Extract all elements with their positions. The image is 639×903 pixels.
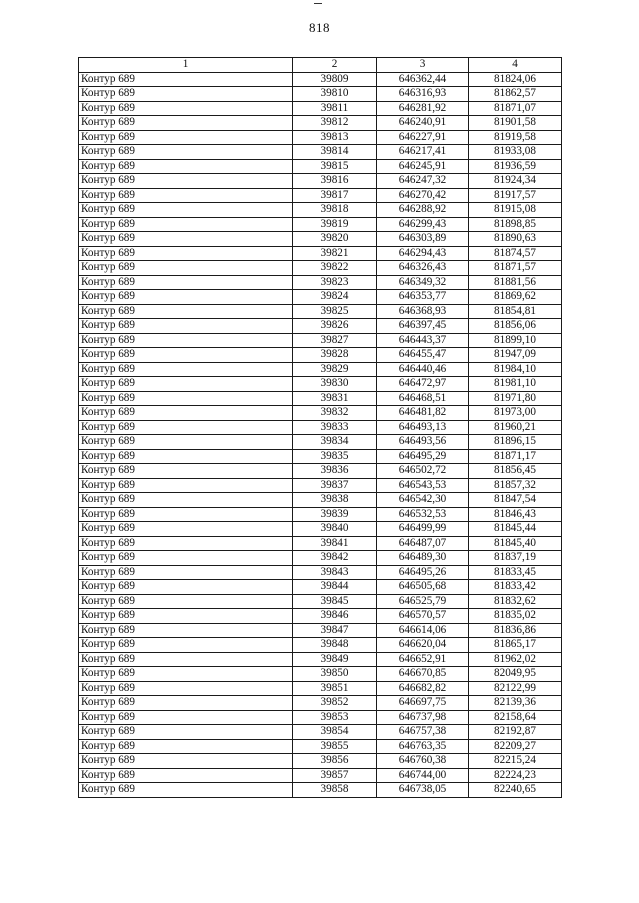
y-coordinate-cell: 81856,45: [469, 464, 562, 479]
coordinates-table: [78, 57, 562, 798]
x-coordinate-cell: 646299,43: [377, 217, 469, 232]
x-coordinate-cell: 646738,05: [377, 783, 469, 798]
y-coordinate-cell: 81833,42: [469, 580, 562, 595]
table-row: [79, 464, 562, 479]
table-row: [79, 522, 562, 537]
point-number-cell: 39837: [293, 478, 377, 493]
x-coordinate-cell: 646499,99: [377, 522, 469, 537]
table-row: [79, 580, 562, 595]
x-coordinate-cell: 646493,13: [377, 420, 469, 435]
y-coordinate-cell: 81837,19: [469, 551, 562, 566]
x-coordinate-cell: 646495,29: [377, 449, 469, 464]
point-number-cell: 39826: [293, 319, 377, 334]
x-coordinate-cell: 646303,89: [377, 232, 469, 247]
point-number-cell: 39809: [293, 72, 377, 87]
point-number-cell: 39852: [293, 696, 377, 711]
x-coordinate-cell: 646481,82: [377, 406, 469, 421]
x-coordinate-cell: 646245,91: [377, 159, 469, 174]
contour-name-cell: Контур 689: [79, 377, 293, 392]
contour-name-cell: Контур 689: [79, 536, 293, 551]
table-row: [79, 377, 562, 392]
contour-name-cell: Контур 689: [79, 623, 293, 638]
x-coordinate-cell: 646670,85: [377, 667, 469, 682]
table-row: [79, 667, 562, 682]
y-coordinate-cell: 81836,86: [469, 623, 562, 638]
y-coordinate-cell: 81871,57: [469, 261, 562, 276]
x-coordinate-cell: 646326,43: [377, 261, 469, 276]
point-number-cell: 39828: [293, 348, 377, 363]
table-row: [79, 768, 562, 783]
table-row: [79, 609, 562, 624]
y-coordinate-cell: 82240,65: [469, 783, 562, 798]
y-coordinate-cell: 81846,43: [469, 507, 562, 522]
x-coordinate-cell: 646487,07: [377, 536, 469, 551]
y-coordinate-cell: 81896,15: [469, 435, 562, 450]
point-number-cell: 39816: [293, 174, 377, 189]
point-number-cell: 39843: [293, 565, 377, 580]
x-coordinate-cell: 646397,45: [377, 319, 469, 334]
y-coordinate-cell: 81824,06: [469, 72, 562, 87]
contour-name-cell: Контур 689: [79, 188, 293, 203]
point-number-cell: 39819: [293, 217, 377, 232]
x-coordinate-cell: 646542,30: [377, 493, 469, 508]
y-coordinate-cell: 81899,10: [469, 333, 562, 348]
contour-name-cell: Контур 689: [79, 391, 293, 406]
contour-name-cell: Контур 689: [79, 130, 293, 145]
table-row: [79, 203, 562, 218]
y-coordinate-cell: 81865,17: [469, 638, 562, 653]
table-row: [79, 304, 562, 319]
y-coordinate-cell: 81933,08: [469, 145, 562, 160]
y-coordinate-cell: 81924,34: [469, 174, 562, 189]
contour-name-cell: Контур 689: [79, 551, 293, 566]
contour-name-cell: Контур 689: [79, 609, 293, 624]
contour-name-cell: Контур 689: [79, 652, 293, 667]
table-row: [79, 174, 562, 189]
point-number-cell: 39848: [293, 638, 377, 653]
point-number-cell: 39839: [293, 507, 377, 522]
table-row: [79, 145, 562, 160]
x-coordinate-cell: 646744,00: [377, 768, 469, 783]
y-coordinate-cell: 81874,57: [469, 246, 562, 261]
contour-name-cell: Контур 689: [79, 362, 293, 377]
contour-name-cell: Контур 689: [79, 681, 293, 696]
y-coordinate-cell: 82049,95: [469, 667, 562, 682]
y-coordinate-cell: 81847,54: [469, 493, 562, 508]
x-coordinate-cell: 646217,41: [377, 145, 469, 160]
y-coordinate-cell: 81971,80: [469, 391, 562, 406]
point-number-cell: 39850: [293, 667, 377, 682]
y-coordinate-cell: 81881,56: [469, 275, 562, 290]
table-row: [79, 478, 562, 493]
point-number-cell: 39823: [293, 275, 377, 290]
x-coordinate-cell: 646472,97: [377, 377, 469, 392]
contour-name-cell: Контур 689: [79, 667, 293, 682]
y-coordinate-cell: 82224,23: [469, 768, 562, 783]
contour-name-cell: Контур 689: [79, 493, 293, 508]
header-col-2: 2: [293, 58, 377, 73]
point-number-cell: 39846: [293, 609, 377, 624]
table-row: [79, 406, 562, 421]
table-row: [79, 188, 562, 203]
y-coordinate-cell: 81917,57: [469, 188, 562, 203]
y-coordinate-cell: 82215,24: [469, 754, 562, 769]
table-row: [79, 116, 562, 131]
point-number-cell: 39818: [293, 203, 377, 218]
point-number-cell: 39849: [293, 652, 377, 667]
table-row: [79, 565, 562, 580]
contour-name-cell: Контур 689: [79, 304, 293, 319]
point-number-cell: 39815: [293, 159, 377, 174]
contour-name-cell: Контур 689: [79, 580, 293, 595]
point-number-cell: 39821: [293, 246, 377, 261]
x-coordinate-cell: 646455,47: [377, 348, 469, 363]
x-coordinate-cell: 646620,04: [377, 638, 469, 653]
contour-name-cell: Контур 689: [79, 594, 293, 609]
point-number-cell: 39845: [293, 594, 377, 609]
contour-name-cell: Контур 689: [79, 507, 293, 522]
contour-name-cell: Контур 689: [79, 638, 293, 653]
header-col-4: 4: [469, 58, 562, 73]
point-number-cell: 39831: [293, 391, 377, 406]
x-coordinate-cell: 646349,32: [377, 275, 469, 290]
top-dash-mark: [314, 3, 322, 4]
contour-name-cell: Контур 689: [79, 420, 293, 435]
contour-name-cell: Контур 689: [79, 768, 293, 783]
x-coordinate-cell: 646227,91: [377, 130, 469, 145]
x-coordinate-cell: 646493,56: [377, 435, 469, 450]
point-number-cell: 39838: [293, 493, 377, 508]
table-row: [79, 507, 562, 522]
point-number-cell: 39827: [293, 333, 377, 348]
point-number-cell: 39842: [293, 551, 377, 566]
y-coordinate-cell: 81857,32: [469, 478, 562, 493]
point-number-cell: 39834: [293, 435, 377, 450]
contour-name-cell: Контур 689: [79, 783, 293, 798]
point-number-cell: 39841: [293, 536, 377, 551]
y-coordinate-cell: 81890,63: [469, 232, 562, 247]
table-row: [79, 725, 562, 740]
y-coordinate-cell: 81960,21: [469, 420, 562, 435]
y-coordinate-cell: 81845,40: [469, 536, 562, 551]
table-row: [79, 159, 562, 174]
table-row: [79, 391, 562, 406]
point-number-cell: 39856: [293, 754, 377, 769]
table-row: [79, 536, 562, 551]
point-number-cell: 39835: [293, 449, 377, 464]
table-row: [79, 623, 562, 638]
table-row: [79, 754, 562, 769]
x-coordinate-cell: 646294,43: [377, 246, 469, 261]
table-row: [79, 551, 562, 566]
y-coordinate-cell: 81869,62: [469, 290, 562, 305]
table-row: [79, 275, 562, 290]
y-coordinate-cell: 82139,36: [469, 696, 562, 711]
x-coordinate-cell: 646757,38: [377, 725, 469, 740]
contour-name-cell: Контур 689: [79, 696, 293, 711]
point-number-cell: 39822: [293, 261, 377, 276]
y-coordinate-cell: 81947,09: [469, 348, 562, 363]
y-coordinate-cell: 81856,06: [469, 319, 562, 334]
point-number-cell: 39811: [293, 101, 377, 116]
y-coordinate-cell: 81915,08: [469, 203, 562, 218]
table-header-row: [79, 58, 562, 73]
table-row: [79, 594, 562, 609]
point-number-cell: 39847: [293, 623, 377, 638]
x-coordinate-cell: 646247,32: [377, 174, 469, 189]
x-coordinate-cell: 646614,06: [377, 623, 469, 638]
table-row: [79, 652, 562, 667]
table-row: [79, 696, 562, 711]
x-coordinate-cell: 646532,53: [377, 507, 469, 522]
contour-name-cell: Контур 689: [79, 87, 293, 102]
y-coordinate-cell: 81973,00: [469, 406, 562, 421]
point-number-cell: 39853: [293, 710, 377, 725]
y-coordinate-cell: 81898,85: [469, 217, 562, 232]
x-coordinate-cell: 646570,57: [377, 609, 469, 624]
contour-name-cell: Контур 689: [79, 174, 293, 189]
x-coordinate-cell: 646652,91: [377, 652, 469, 667]
y-coordinate-cell: 81871,07: [469, 101, 562, 116]
y-coordinate-cell: 81981,10: [469, 377, 562, 392]
y-coordinate-cell: 81854,81: [469, 304, 562, 319]
contour-name-cell: Контур 689: [79, 101, 293, 116]
table-row: [79, 638, 562, 653]
point-number-cell: 39832: [293, 406, 377, 421]
table-row: [79, 739, 562, 754]
point-number-cell: 39858: [293, 783, 377, 798]
x-coordinate-cell: 646270,42: [377, 188, 469, 203]
x-coordinate-cell: 646543,53: [377, 478, 469, 493]
contour-name-cell: Контур 689: [79, 290, 293, 305]
table-row: [79, 449, 562, 464]
table-row: [79, 87, 562, 102]
x-coordinate-cell: 646240,91: [377, 116, 469, 131]
table-row: [79, 72, 562, 87]
table-row: [79, 681, 562, 696]
table-row: [79, 130, 562, 145]
x-coordinate-cell: 646368,93: [377, 304, 469, 319]
contour-name-cell: Контур 689: [79, 159, 293, 174]
x-coordinate-cell: 646495,26: [377, 565, 469, 580]
table-row: [79, 493, 562, 508]
y-coordinate-cell: 82192,87: [469, 725, 562, 740]
x-coordinate-cell: 646763,35: [377, 739, 469, 754]
table-body: [79, 72, 562, 797]
point-number-cell: 39829: [293, 362, 377, 377]
x-coordinate-cell: 646353,77: [377, 290, 469, 305]
table-row: [79, 710, 562, 725]
contour-name-cell: Контур 689: [79, 72, 293, 87]
point-number-cell: 39820: [293, 232, 377, 247]
table-row: [79, 246, 562, 261]
contour-name-cell: Контур 689: [79, 739, 293, 754]
x-coordinate-cell: 646489,30: [377, 551, 469, 566]
table-row: [79, 333, 562, 348]
y-coordinate-cell: 81862,57: [469, 87, 562, 102]
x-coordinate-cell: 646288,92: [377, 203, 469, 218]
header-col-3: 3: [377, 58, 469, 73]
y-coordinate-cell: 81962,02: [469, 652, 562, 667]
table-row: [79, 435, 562, 450]
point-number-cell: 39825: [293, 304, 377, 319]
contour-name-cell: Контур 689: [79, 348, 293, 363]
contour-name-cell: Контур 689: [79, 217, 293, 232]
y-coordinate-cell: 82209,27: [469, 739, 562, 754]
y-coordinate-cell: 81984,10: [469, 362, 562, 377]
contour-name-cell: Контур 689: [79, 725, 293, 740]
contour-name-cell: Контур 689: [79, 261, 293, 276]
x-coordinate-cell: 646737,98: [377, 710, 469, 725]
contour-name-cell: Контур 689: [79, 319, 293, 334]
contour-name-cell: Контур 689: [79, 275, 293, 290]
header-col-1: 1: [79, 58, 293, 73]
contour-name-cell: Контур 689: [79, 464, 293, 479]
contour-name-cell: Контур 689: [79, 435, 293, 450]
table-row: [79, 217, 562, 232]
table-row: [79, 420, 562, 435]
point-number-cell: 39833: [293, 420, 377, 435]
table-row: [79, 261, 562, 276]
point-number-cell: 39857: [293, 768, 377, 783]
y-coordinate-cell: 81832,62: [469, 594, 562, 609]
x-coordinate-cell: 646525,79: [377, 594, 469, 609]
y-coordinate-cell: 81919,58: [469, 130, 562, 145]
x-coordinate-cell: 646468,51: [377, 391, 469, 406]
y-coordinate-cell: 82158,64: [469, 710, 562, 725]
point-number-cell: 39830: [293, 377, 377, 392]
y-coordinate-cell: 81835,02: [469, 609, 562, 624]
contour-name-cell: Контур 689: [79, 406, 293, 421]
contour-name-cell: Контур 689: [79, 333, 293, 348]
table-row: [79, 101, 562, 116]
table-row: [79, 783, 562, 798]
table-row: [79, 348, 562, 363]
point-number-cell: 39810: [293, 87, 377, 102]
contour-name-cell: Контур 689: [79, 478, 293, 493]
x-coordinate-cell: 646316,93: [377, 87, 469, 102]
y-coordinate-cell: 82122,99: [469, 681, 562, 696]
x-coordinate-cell: 646443,37: [377, 333, 469, 348]
x-coordinate-cell: 646502,72: [377, 464, 469, 479]
point-number-cell: 39851: [293, 681, 377, 696]
x-coordinate-cell: 646760,38: [377, 754, 469, 769]
y-coordinate-cell: 81845,44: [469, 522, 562, 537]
contour-name-cell: Контур 689: [79, 116, 293, 131]
contour-name-cell: Контур 689: [79, 754, 293, 769]
contour-name-cell: Контур 689: [79, 710, 293, 725]
table-row: [79, 362, 562, 377]
table-row: [79, 319, 562, 334]
y-coordinate-cell: 81936,59: [469, 159, 562, 174]
x-coordinate-cell: 646281,92: [377, 101, 469, 116]
x-coordinate-cell: 646362,44: [377, 72, 469, 87]
point-number-cell: 39855: [293, 739, 377, 754]
contour-name-cell: Контур 689: [79, 145, 293, 160]
point-number-cell: 39813: [293, 130, 377, 145]
page-number: 818: [309, 20, 330, 35]
point-number-cell: 39854: [293, 725, 377, 740]
table-row: [79, 232, 562, 247]
contour-name-cell: Контур 689: [79, 203, 293, 218]
contour-name-cell: Контур 689: [79, 232, 293, 247]
point-number-cell: 39814: [293, 145, 377, 160]
table-row: [79, 290, 562, 305]
point-number-cell: 39844: [293, 580, 377, 595]
contour-name-cell: Контур 689: [79, 565, 293, 580]
point-number-cell: 39812: [293, 116, 377, 131]
x-coordinate-cell: 646440,46: [377, 362, 469, 377]
contour-name-cell: Контур 689: [79, 522, 293, 537]
x-coordinate-cell: 646505,68: [377, 580, 469, 595]
point-number-cell: 39824: [293, 290, 377, 305]
contour-name-cell: Контур 689: [79, 246, 293, 261]
point-number-cell: 39840: [293, 522, 377, 537]
x-coordinate-cell: 646697,75: [377, 696, 469, 711]
point-number-cell: 39836: [293, 464, 377, 479]
point-number-cell: 39817: [293, 188, 377, 203]
y-coordinate-cell: 81833,45: [469, 565, 562, 580]
y-coordinate-cell: 81901,58: [469, 116, 562, 131]
x-coordinate-cell: 646682,82: [377, 681, 469, 696]
contour-name-cell: Контур 689: [79, 449, 293, 464]
y-coordinate-cell: 81871,17: [469, 449, 562, 464]
